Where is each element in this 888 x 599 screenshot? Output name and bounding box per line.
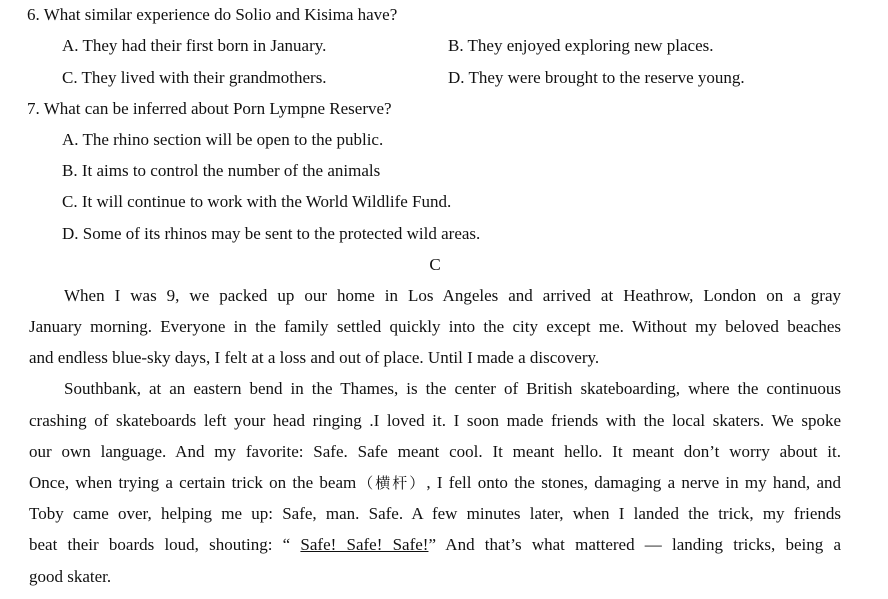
passage-gloss-beam: （横杆） [356, 474, 427, 492]
passage-underlined-phrase: Safe! Safe! Safe! [300, 535, 429, 554]
question-6-option-a: A. They had their first born in January. [62, 36, 327, 55]
passage-p2-line-6-end: ” And that’s what mattered — landing tricks, being a [428, 535, 841, 554]
passage-p1-line-3: and endless blue-sky days, I felt at a loss and out of place. Until I made a discovery. [29, 348, 600, 367]
passage-p2-line-6-start: beat their boards loud, shouting: “ [29, 535, 301, 554]
passage-p2-line-5: Toby came over, helping me up: Safe, man. Safe. A few minutes later, when I landed the trick, my friends [29, 504, 841, 523]
passage-p2-line-7: good skater. [29, 567, 112, 586]
passage-p2-line-4 [29, 472, 841, 494]
question-7-option-b: B. It aims to control the number of the animals [62, 161, 381, 180]
passage-p1-line-1: When I was 9, we packed up our home in Los Angeles and arrived at Heathrow, London on a gray [64, 286, 841, 305]
passage-p2-line-2: crashing of skateboards left your head ringing .I loved it. I soon made friends with the local skaters. We spoke [29, 411, 841, 430]
question-6-option-d: D. They were brought to the reserve young. [448, 68, 745, 87]
section-label: C [429, 255, 441, 274]
question-7-option-d: D. Some of its rhinos may be sent to the protected wild areas. [62, 224, 481, 243]
question-6-option-c: C. They lived with their grandmothers. [62, 68, 327, 87]
question-7-stem: 7. What can be inferred about Porn Lympne Reserve? [27, 99, 392, 118]
passage-p2-line-3: our own language. And my favorite: Safe. Safe meant cool. It meant hello. It meant don’t worry about it. [29, 442, 841, 461]
passage-p2-line-4-start: Once, when trying a certain trick on the beam [29, 473, 357, 492]
question-6-option-b: B. They enjoyed exploring new places. [448, 36, 714, 55]
passage-p2-line-1: Southbank, at an eastern bend in the Thames, is the center of British skateboarding, where the continuous [64, 379, 841, 398]
passage-p1-line-2: January morning. Everyone in the family settled quickly into the city except me. Without my beloved beaches [29, 317, 841, 336]
passage-p2-line-4-end: , I fell onto the stones, damaging a nerve in my hand, and [426, 473, 841, 492]
question-7-option-c: C. It will continue to work with the World Wildlife Fund. [62, 192, 452, 211]
question-7-option-a: A. The rhino section will be open to the public. [62, 130, 384, 149]
question-6-stem: 6. What similar experience do Solio and Kisima have? [27, 5, 398, 24]
passage-p2-line-6 [29, 534, 841, 556]
